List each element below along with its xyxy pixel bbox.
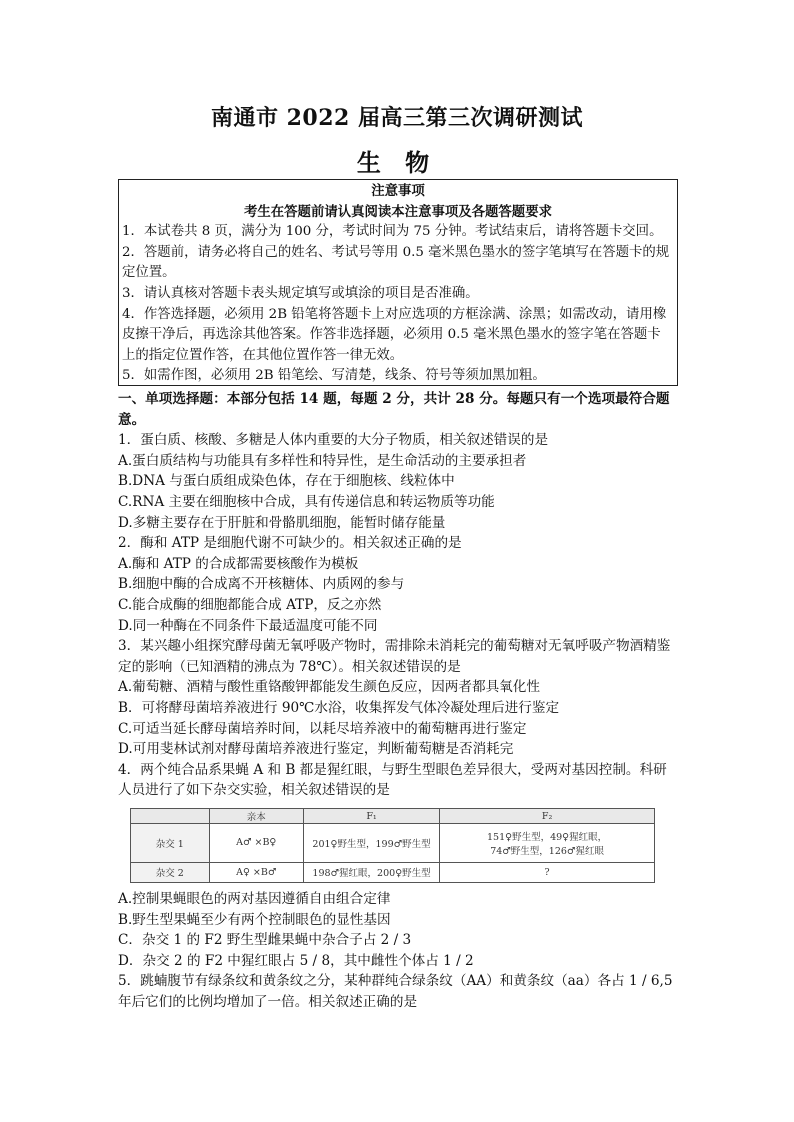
- table-cell: 201♀野生型，199♂野生型: [303, 824, 439, 863]
- notice-item: 4．作答选择题，必须用 2B 铅笔将答题卡上对应选项的方框涂满、涂黑；如需改动，请用橡皮擦干净后，再选涂其他答案。作答非选择题，必须用 0.5 毫米黑色墨水的签字笔在答题卡上的指定位置作答，在其他位置作答一律无效。: [122, 306, 667, 363]
- option: A.蛋白质结构与功能具有多样性和特异性，是生命活动的主要承担者: [118, 452, 527, 469]
- question-list-continued: [118, 889, 680, 1013]
- question-stem: 1．蛋白质、核酸、多糖是人体内重要的大分子物质，相关叙述错误的是: [118, 432, 549, 449]
- option: A.葡萄糖、酒精与酸性重铬酸钾都能发生颜色反应，因两者都具氧化性: [118, 679, 540, 696]
- notice-item: 5．如需作图，必须用 2B 铅笔绘、写清楚，线条、符号等须加黑加粗。: [122, 368, 546, 384]
- section-heading: 一、单项选择题：本部分包括 14 题，每题 2 分，共计 28 分。每题只有一个选项最符合题意。: [118, 391, 670, 428]
- subject-title: 生 物: [356, 148, 438, 177]
- table-cell: ?: [440, 862, 655, 882]
- table-cell: 198♂猩红眼，200♀野生型: [303, 862, 439, 882]
- table-row: [131, 824, 655, 863]
- option: A.酶和 ATP 的合成都需要核酸作为模板: [118, 555, 359, 572]
- table-header: F₁: [303, 809, 439, 824]
- option: C．杂交 1 的 F2 野生型雌果蝇中杂合子占 2 / 3: [118, 932, 412, 949]
- option: B.细胞中酶的合成离不开核糖体、内质网的参与: [118, 576, 405, 593]
- option: D.可用斐林试剂对酵母菌培养液进行鉴定，判断葡萄糖是否消耗完: [118, 741, 514, 758]
- option: A.控制果蝇眼色的两对基因遵循自由组合定律: [118, 891, 391, 907]
- notice-subheading: 考生在答题前请认真阅读本注意事项及各题答题要求: [244, 203, 552, 220]
- question-stem: 4．两个纯合品系果蝇 A 和 B 都是猩红眼，与野生型眼色差异很大，受两对基因控制。科研人员进行了如下杂交实验，相关叙述错误的是: [118, 761, 667, 799]
- option: B．可将酵母菌培养液进行 90℃水浴，收集挥发气体冷凝处理后进行鉴定: [118, 699, 560, 716]
- option: B.DNA 与蛋白质组成染色体，存在于细胞核、线粒体中: [118, 473, 455, 490]
- table-cell: 杂交 1: [131, 824, 210, 863]
- option: B.野生型果蝇至少有两个控制眼色的显性基因: [118, 911, 391, 928]
- option: D.多糖主要存在于肝脏和骨骼肌细胞，能暂时储存能量: [118, 514, 446, 531]
- table-header: [131, 809, 210, 824]
- notice-item: 3．请认真核对答题卡表头规定填写或填涂的项目是否准确。: [122, 285, 479, 301]
- question-stem: 2．酶和 ATP 是细胞代谢不可缺少的。相关叙述正确的是: [118, 535, 462, 552]
- notice-item: 2．答题前，请务必将自己的姓名、考试号等用 0.5 毫米黑色墨水的签字笔填写在答题卡的规定位置。: [122, 244, 670, 281]
- notice-box: [118, 179, 678, 386]
- table-cell-line: 151♀野生型，49♀猩红眼，: [487, 831, 608, 843]
- question-stem: 3．某兴趣小组探究酵母菌无氧呼吸产物时，需排除未消耗完的葡萄糖对无氧呼吸产物酒精鉴定的影响（已知酒精的沸点为 78℃）。相关叙述错误的是: [118, 638, 671, 675]
- notice-item: 1．本试卷共 8 页，满分为 100 分，考试时间为 75 分钟。考试结束后，请将答题卡交回。: [122, 224, 663, 240]
- option: C.可适当延长酵母菌培养时间，以耗尽培养液中的葡萄糖再进行鉴定: [118, 720, 527, 737]
- cross-table: [130, 808, 655, 883]
- table-header: 亲本: [209, 809, 303, 824]
- table-cell: A♂ ×B♀: [209, 824, 303, 863]
- table-cell-line: 74♂野生型，126♂猩红眼: [490, 845, 604, 857]
- option: C.能合成酶的细胞都能合成 ATP，反之亦然: [118, 596, 382, 613]
- option: D．杂交 2 的 F2 中猩红眼占 5 / 8，其中雌性个体占 1 / 2: [118, 952, 474, 969]
- notice-heading: 注意事项: [371, 183, 425, 199]
- question-stem: 5．跳蝻腹节有绿条纹和黄条纹之分，某种群纯合绿条纹（AA）和黄条纹（aa）各占 1 / 6,5 年后它们的比例均增加了一倍。相关叙述正确的是: [118, 973, 673, 1010]
- exam-title: 南通市 2022 届高三第三次调研测试: [210, 105, 584, 131]
- table-header: F₂: [440, 809, 655, 824]
- question-list: [118, 389, 680, 801]
- table-row: [131, 862, 655, 882]
- table-cell: 杂交 2: [131, 862, 210, 882]
- table-cell: A♀ ×B♂: [209, 862, 303, 882]
- option: C.RNA 主要在细胞核中合成，具有传递信息和转运物质等功能: [118, 493, 495, 510]
- table-cell: [440, 824, 655, 863]
- option: D.同一种酶在不同条件下最适温度可能不同: [118, 617, 378, 634]
